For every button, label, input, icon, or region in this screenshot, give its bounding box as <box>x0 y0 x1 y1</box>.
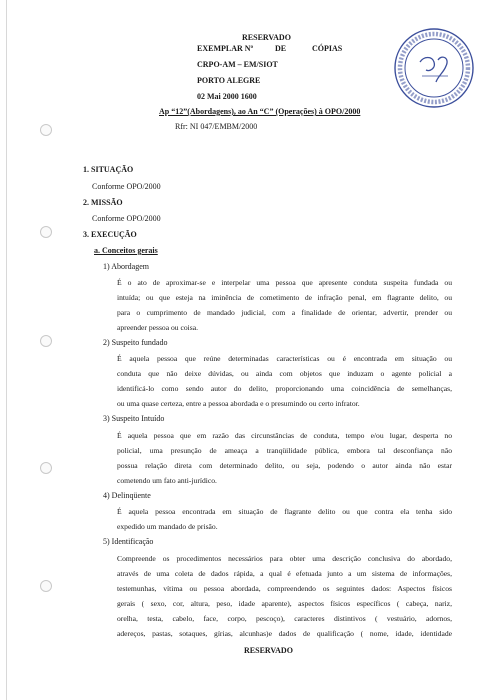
item-delinquente-line: É aquela pessoa encontrada em situação de flagrante delito ou que contra ela tenha sido <box>117 507 452 516</box>
section-situacao-title: 1. SITUAÇÃO <box>83 165 134 174</box>
section-missao-text: Conforme OPO/2000 <box>92 214 161 223</box>
item-delinquente-line: expedido um mandado de prisão. <box>117 522 218 531</box>
date: 02 Mai 2000 1600 <box>197 92 257 101</box>
classification-header: RESERVADO <box>242 33 291 42</box>
item-suspeito-intuido-line: possua relação direta com determinado delito, ou seja, podendo o autor ainda não estar <box>117 461 452 470</box>
item-suspeito-intuido-title: 3) Suspeito Intuído <box>103 414 165 423</box>
item-suspeito-intuido-line: É aquela pessoa que em razão das circunstâncias de conduta, tempo e/ou lugar, desperta no <box>117 431 452 440</box>
binder-hole <box>40 124 52 136</box>
item-abordagem-line: para o cumprimento de mandado judicial, com a finalidade de orientar, advertir, prender ou <box>117 308 452 317</box>
item-identificacao-title: 5) Identificação <box>103 537 154 546</box>
binder-hole <box>40 462 52 474</box>
reference: Rfr: NI 047/EMBM/2000 <box>175 122 258 131</box>
item-suspeito-fundado-line: ou uma quase certeza, entre a pessoa abordada e o presumindo ou certo infrator. <box>117 399 360 408</box>
annex-title: Ap “12”(Abordagens), ao An “C” (Operações) à OPO/2000 <box>159 107 361 116</box>
item-identificacao-line: adereços, pastas, sotaques, gírias, alcunhas)e dados de qualificação ( nome, idade, identidade <box>117 629 452 638</box>
exemplar-de: DE <box>275 44 287 53</box>
item-suspeito-intuido-line: cometendo um fato anti-jurídico. <box>117 476 217 485</box>
item-abordagem-line: É o ato de aproximar-se e interpelar uma pessoa que apresente conduta suspeita fundada ou <box>117 278 452 287</box>
item-suspeito-intuido-line: policial, uma presunção de ameaça a tranqüilidade pública, embora tal desconfiança não <box>117 446 452 455</box>
section-situacao-text: Conforme OPO/2000 <box>92 182 161 191</box>
section-execucao-title: 3. EXECUÇÃO <box>83 230 137 239</box>
item-identificacao-line: através de uma coleta de dados rápida, a qual é efetuada junto a um sistema de informações, <box>117 569 452 578</box>
item-abordagem-line: intuída; ou que esteja na iminência de cometimento de infração penal, em flagrante delito, ou <box>117 293 452 302</box>
item-suspeito-fundado-line: identificá-lo como sendo autor do delito, proporcionando uma coincidência de semelhanças, <box>117 384 452 393</box>
unit-name: CRPO-AM – EM/SIOT <box>197 60 278 69</box>
binder-hole <box>40 335 52 347</box>
item-abordagem-line: apreender pessoa ou coisa. <box>117 323 198 332</box>
binder-hole <box>40 580 52 592</box>
item-identificacao-line: gerais ( sexo, cor, altura, peso, idade aparente), aspectos físicos específicos ( cabeça, nariz, <box>117 599 452 608</box>
item-identificacao-line: orelha, testa, cabelo, face, corpo, pescoço), caracteres distintivos ( vestuário, adornos, <box>117 614 452 623</box>
city: PORTO ALEGRE <box>197 76 261 85</box>
item-identificacao-line: Compreende os procedimentos necessários para obter uma descrição conclusiva do abordado, <box>117 554 452 563</box>
exemplar-label: EXEMPLAR Nº <box>197 44 254 53</box>
item-suspeito-fundado-title: 2) Suspeito fundado <box>103 338 168 347</box>
page-edge-line <box>6 0 7 700</box>
binder-hole <box>40 226 52 238</box>
item-suspeito-fundado-line: É aquela pessoa que reúne determinadas características ou é encontrada em situação ou <box>117 354 452 363</box>
item-delinquente-title: 4) Delinqüente <box>103 491 151 500</box>
section-missao-title: 2. MISSÃO <box>83 198 123 207</box>
classification-footer: RESERVADO <box>244 646 293 655</box>
exemplar-copias: CÓPIAS <box>312 44 343 53</box>
item-abordagem-title: 1) Abordagem <box>103 262 149 271</box>
item-suspeito-fundado-line: conduta que não deixe dúvidas, ou ainda com objetos que induzam o agente policial a <box>117 369 452 378</box>
subsection-conceitos-title: a. Conceitos gerais <box>94 246 158 255</box>
item-identificacao-line: testemunhas, vítima ou pessoa abordada, compreendendo os seguintes dados: Aspectos físicos <box>117 584 452 593</box>
official-stamp <box>392 26 476 110</box>
